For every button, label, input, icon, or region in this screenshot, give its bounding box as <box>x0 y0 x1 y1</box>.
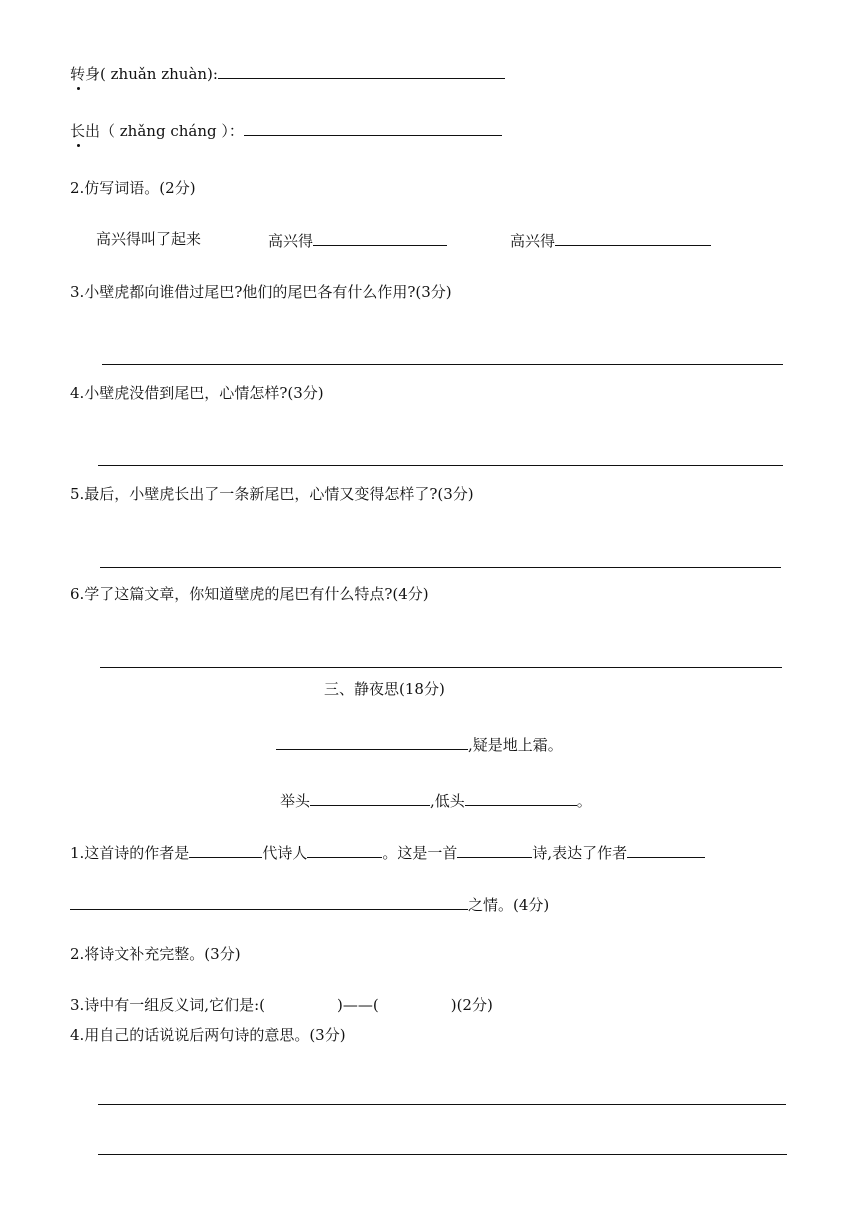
question-2: 2.仿写词语。(2分) <box>70 179 196 197</box>
dotted-char: 转 <box>70 65 86 83</box>
answer-blank[interactable] <box>218 62 505 79</box>
poem-question-1 <box>70 841 705 863</box>
poem-question-2: 2.将诗文补充完整。(3分) <box>70 945 241 963</box>
imitate-prefix: 高兴得 <box>510 232 556 250</box>
question-text: 1.这首诗的作者是 <box>70 844 190 862</box>
poem-question-3 <box>70 995 493 1015</box>
answer-blank[interactable] <box>457 841 532 858</box>
question-5: 5.最后，小壁虎长出了一条新尾巴，心情又变得怎样了?(3分) <box>70 485 474 503</box>
poem-text: 。 <box>576 792 592 810</box>
answer-blank[interactable] <box>307 841 382 858</box>
question-text: 诗,表达了作者 <box>532 844 628 862</box>
pinyin-question-zhuan <box>70 62 505 84</box>
poem-line-2 <box>280 789 592 811</box>
question-6: 6.学了这篇文章，你知道壁虎的尾巴有什么特点?(4分) <box>70 585 429 603</box>
imitate-prefix: 高兴得 <box>268 232 314 250</box>
question-text: 3.诗中有一组反义词,它们是:( <box>70 996 265 1014</box>
answer-blank[interactable] <box>276 733 468 750</box>
answer-line[interactable] <box>98 465 783 466</box>
question-text: 之情。(4分) <box>468 896 550 914</box>
pinyin-question-text: 出（ zhǎng cháng ）： <box>85 122 244 140</box>
answer-blank[interactable] <box>189 841 262 858</box>
poem-line-1 <box>276 733 563 755</box>
question-text: 。这是一首 <box>382 844 458 862</box>
answer-blank[interactable] <box>244 119 502 136</box>
answer-blank[interactable] <box>465 789 577 806</box>
answer-blank[interactable] <box>555 229 711 246</box>
imitate-item-b <box>510 229 711 251</box>
pinyin-question-text: 身( zhuǎn zhuàn): <box>85 65 218 83</box>
answer-line[interactable] <box>98 1104 786 1105</box>
answer-blank[interactable] <box>627 841 705 858</box>
poem-question-1-cont <box>70 893 549 915</box>
answer-blank[interactable] <box>70 893 468 910</box>
question-3: 3.小壁虎都向谁借过尾巴?他们的尾巴各有什么作用?(3分) <box>70 283 452 301</box>
answer-line[interactable] <box>98 1154 787 1155</box>
answer-line[interactable] <box>100 567 781 568</box>
section-title: 三、静夜思(18分) <box>324 680 445 698</box>
poem-text: ,疑是地上霜。 <box>468 736 563 754</box>
poem-question-4: 4.用自己的话说说后两句诗的意思。(3分) <box>70 1026 346 1044</box>
example-phrase: 高兴得叫了起来 <box>96 230 202 248</box>
question-text: )(2分) <box>450 996 493 1014</box>
question-text: )——( <box>337 996 379 1014</box>
answer-blank[interactable] <box>310 789 430 806</box>
answer-blank[interactable] <box>313 229 447 246</box>
imitate-item-a <box>268 229 447 251</box>
question-4: 4.小壁虎没借到尾巴，心情怎样?(3分) <box>70 384 324 402</box>
answer-line[interactable] <box>100 667 782 668</box>
pinyin-question-zhang <box>70 119 502 141</box>
dotted-char: 长 <box>70 122 86 140</box>
poem-text: 举头 <box>280 792 311 810</box>
question-text: 代诗人 <box>262 844 308 862</box>
poem-text: ,低头 <box>430 792 465 810</box>
answer-line[interactable] <box>102 364 783 365</box>
